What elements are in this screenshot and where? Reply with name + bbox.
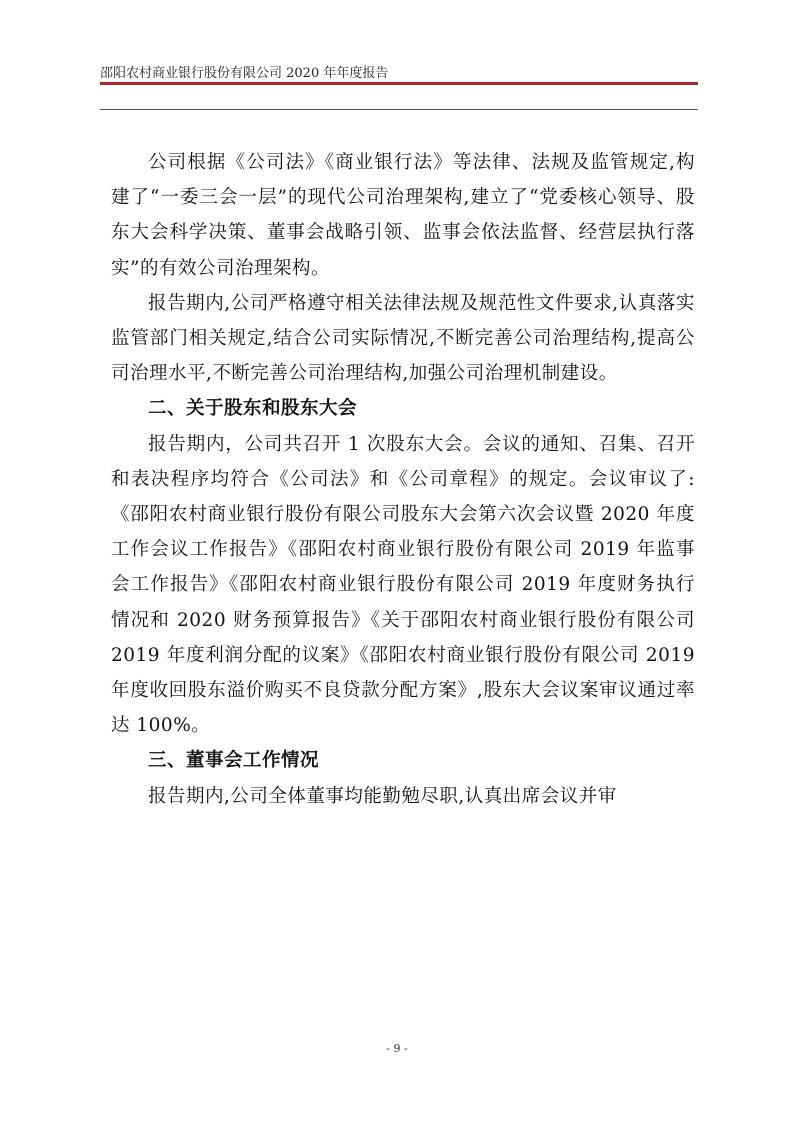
section-heading-board: 三、董事会工作情况 bbox=[148, 750, 320, 772]
paragraph-shareholders-meeting: 报告期内，公司共召开 1 次股东大会。会议的通知、召集、召开和表决程序均符合《公司法》和《公司章程》的规定。会议审议了:《邵阳农村商业银行股份有限公司股东大会第六次会议暨 2020 年度工作会议工作报告》《邵阳农村商业银行股份有限公司 2019 年监事会工作报告》《邵阳农村商业银行股份有限公司 2019 年度财务执行情况和 2020 财务预算报告》《关于邵阳农村商业银行股份有限公司 2019 年度利润分配的议案》《邵阳农村商业银行股份有限公司 2019 年度收回股东溢价购买不良贷款分配方案》,股东大会议案审议通过率达 100%。 bbox=[111, 433, 695, 737]
body-content bbox=[111, 145, 695, 814]
paragraph-governance-compliance: 报告期内,公司严格遵守相关法律法规及规范性文件要求,认真落实监管部门相关规定,结合公司实际情况,不断完善公司治理结构,提高公司治理水平,不断完善公司治理结构,加强公司治理机制建设。 bbox=[111, 292, 695, 385]
section-heading-shareholders: 二、关于股东和股东大会 bbox=[148, 398, 358, 420]
paragraph-board-work: 报告期内,公司全体董事均能勤勉尽职,认真出席会议并审 bbox=[148, 785, 617, 807]
running-header: 邵阳农村商业银行股份有限公司 2020 年年度报告 bbox=[100, 66, 389, 81]
header-rule-red bbox=[100, 82, 698, 85]
header-rule-thin bbox=[100, 109, 698, 110]
page-number: - 9 - bbox=[386, 1042, 408, 1055]
paragraph-governance-structure: 公司根据《公司法》《商业银行法》等法律、法规及监管规定,构建了“一委三会一层”的现代公司治理架构,建立了“党委核心领导、股东大会科学决策、董事会战略引领、监事会依法监督、经营层执行落实”的有效公司治理架构。 bbox=[111, 152, 695, 279]
